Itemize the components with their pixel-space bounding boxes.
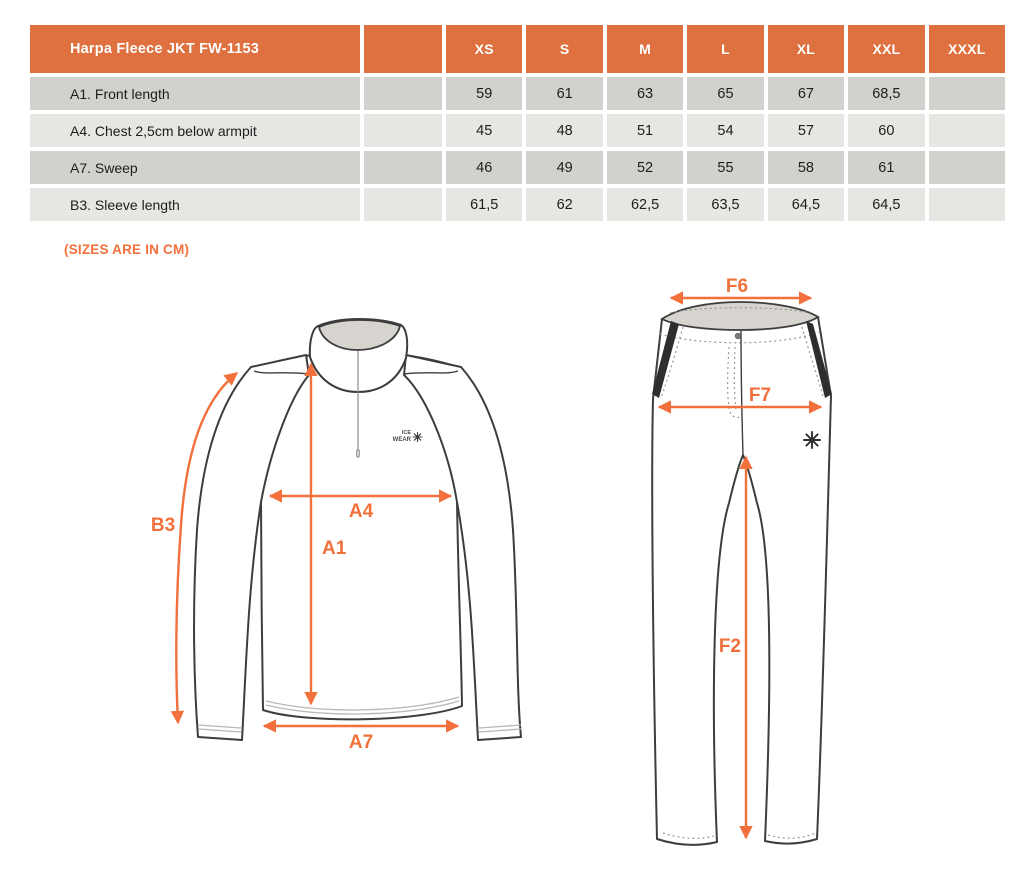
table-cell: 61,5 xyxy=(446,188,522,221)
table-header-l: L xyxy=(687,25,763,73)
table-cell-empty xyxy=(364,188,442,221)
table-cell-empty xyxy=(364,77,442,110)
table-header-m: M xyxy=(607,25,683,73)
table-cell: 62,5 xyxy=(607,188,683,221)
snowflake-icon xyxy=(413,433,422,442)
table-cell: 63 xyxy=(607,77,683,110)
pants-waistband xyxy=(662,302,818,330)
table-cell: 52 xyxy=(607,151,683,184)
sizes-note: (SIZES ARE IN CM) xyxy=(64,242,190,257)
table-cell: 49 xyxy=(526,151,602,184)
table-header-xxxl: XXXL xyxy=(929,25,1005,73)
table-cell-empty xyxy=(364,114,442,147)
table-cell: 64,5 xyxy=(848,188,924,221)
table-cell: 57 xyxy=(768,114,844,147)
pants-diagram xyxy=(652,276,832,845)
a7-label: A7 xyxy=(348,732,374,753)
jacket-diagram xyxy=(151,319,521,753)
row-label: B3. Sleeve length xyxy=(30,188,360,221)
f6-label: F6 xyxy=(725,276,749,297)
table-cell: 60 xyxy=(848,114,924,147)
table-cell xyxy=(929,151,1005,184)
pants-button xyxy=(735,333,741,339)
table-cell: 67 xyxy=(768,77,844,110)
table-cell: 68,5 xyxy=(848,77,924,110)
table-cell: 61 xyxy=(848,151,924,184)
table-cell: 59 xyxy=(446,77,522,110)
table-header-xl: XL xyxy=(768,25,844,73)
b3-label: B3 xyxy=(150,515,176,536)
table-header-empty xyxy=(364,25,442,73)
table-cell: 58 xyxy=(768,151,844,184)
table-header-xs: XS xyxy=(446,25,522,73)
table-header-s: S xyxy=(526,25,602,73)
f2-label: F2 xyxy=(718,636,741,657)
table-cell xyxy=(929,77,1005,110)
row-label: A7. Sweep xyxy=(30,151,360,184)
table-cell-empty xyxy=(364,151,442,184)
table-cell: 54 xyxy=(687,114,763,147)
table-cell xyxy=(929,114,1005,147)
table-title: Harpa Fleece JKT FW-1153 xyxy=(30,25,360,73)
table-cell xyxy=(929,188,1005,221)
table-cell: 61 xyxy=(526,77,602,110)
logo-text-wear: WEAR xyxy=(392,437,411,443)
size-table xyxy=(30,25,1005,221)
table-cell: 46 xyxy=(446,151,522,184)
table-cell: 51 xyxy=(607,114,683,147)
row-label: A4. Chest 2,5cm below armpit xyxy=(30,114,360,147)
table-cell: 45 xyxy=(446,114,522,147)
table-cell: 63,5 xyxy=(687,188,763,221)
table-cell: 62 xyxy=(526,188,602,221)
measurement-diagrams xyxy=(0,268,1031,886)
table-header-xxl: XXL xyxy=(848,25,924,73)
snowflake-icon xyxy=(804,432,820,448)
a1-label: A1 xyxy=(322,538,347,559)
row-label: A1. Front length xyxy=(30,77,360,110)
table-cell: 55 xyxy=(687,151,763,184)
logo-text-ice: ICE xyxy=(401,430,411,436)
table-cell: 65 xyxy=(687,77,763,110)
f7-label: F7 xyxy=(748,385,772,406)
table-cell: 64,5 xyxy=(768,188,844,221)
table-cell: 48 xyxy=(526,114,602,147)
a4-label: A4 xyxy=(348,501,374,522)
